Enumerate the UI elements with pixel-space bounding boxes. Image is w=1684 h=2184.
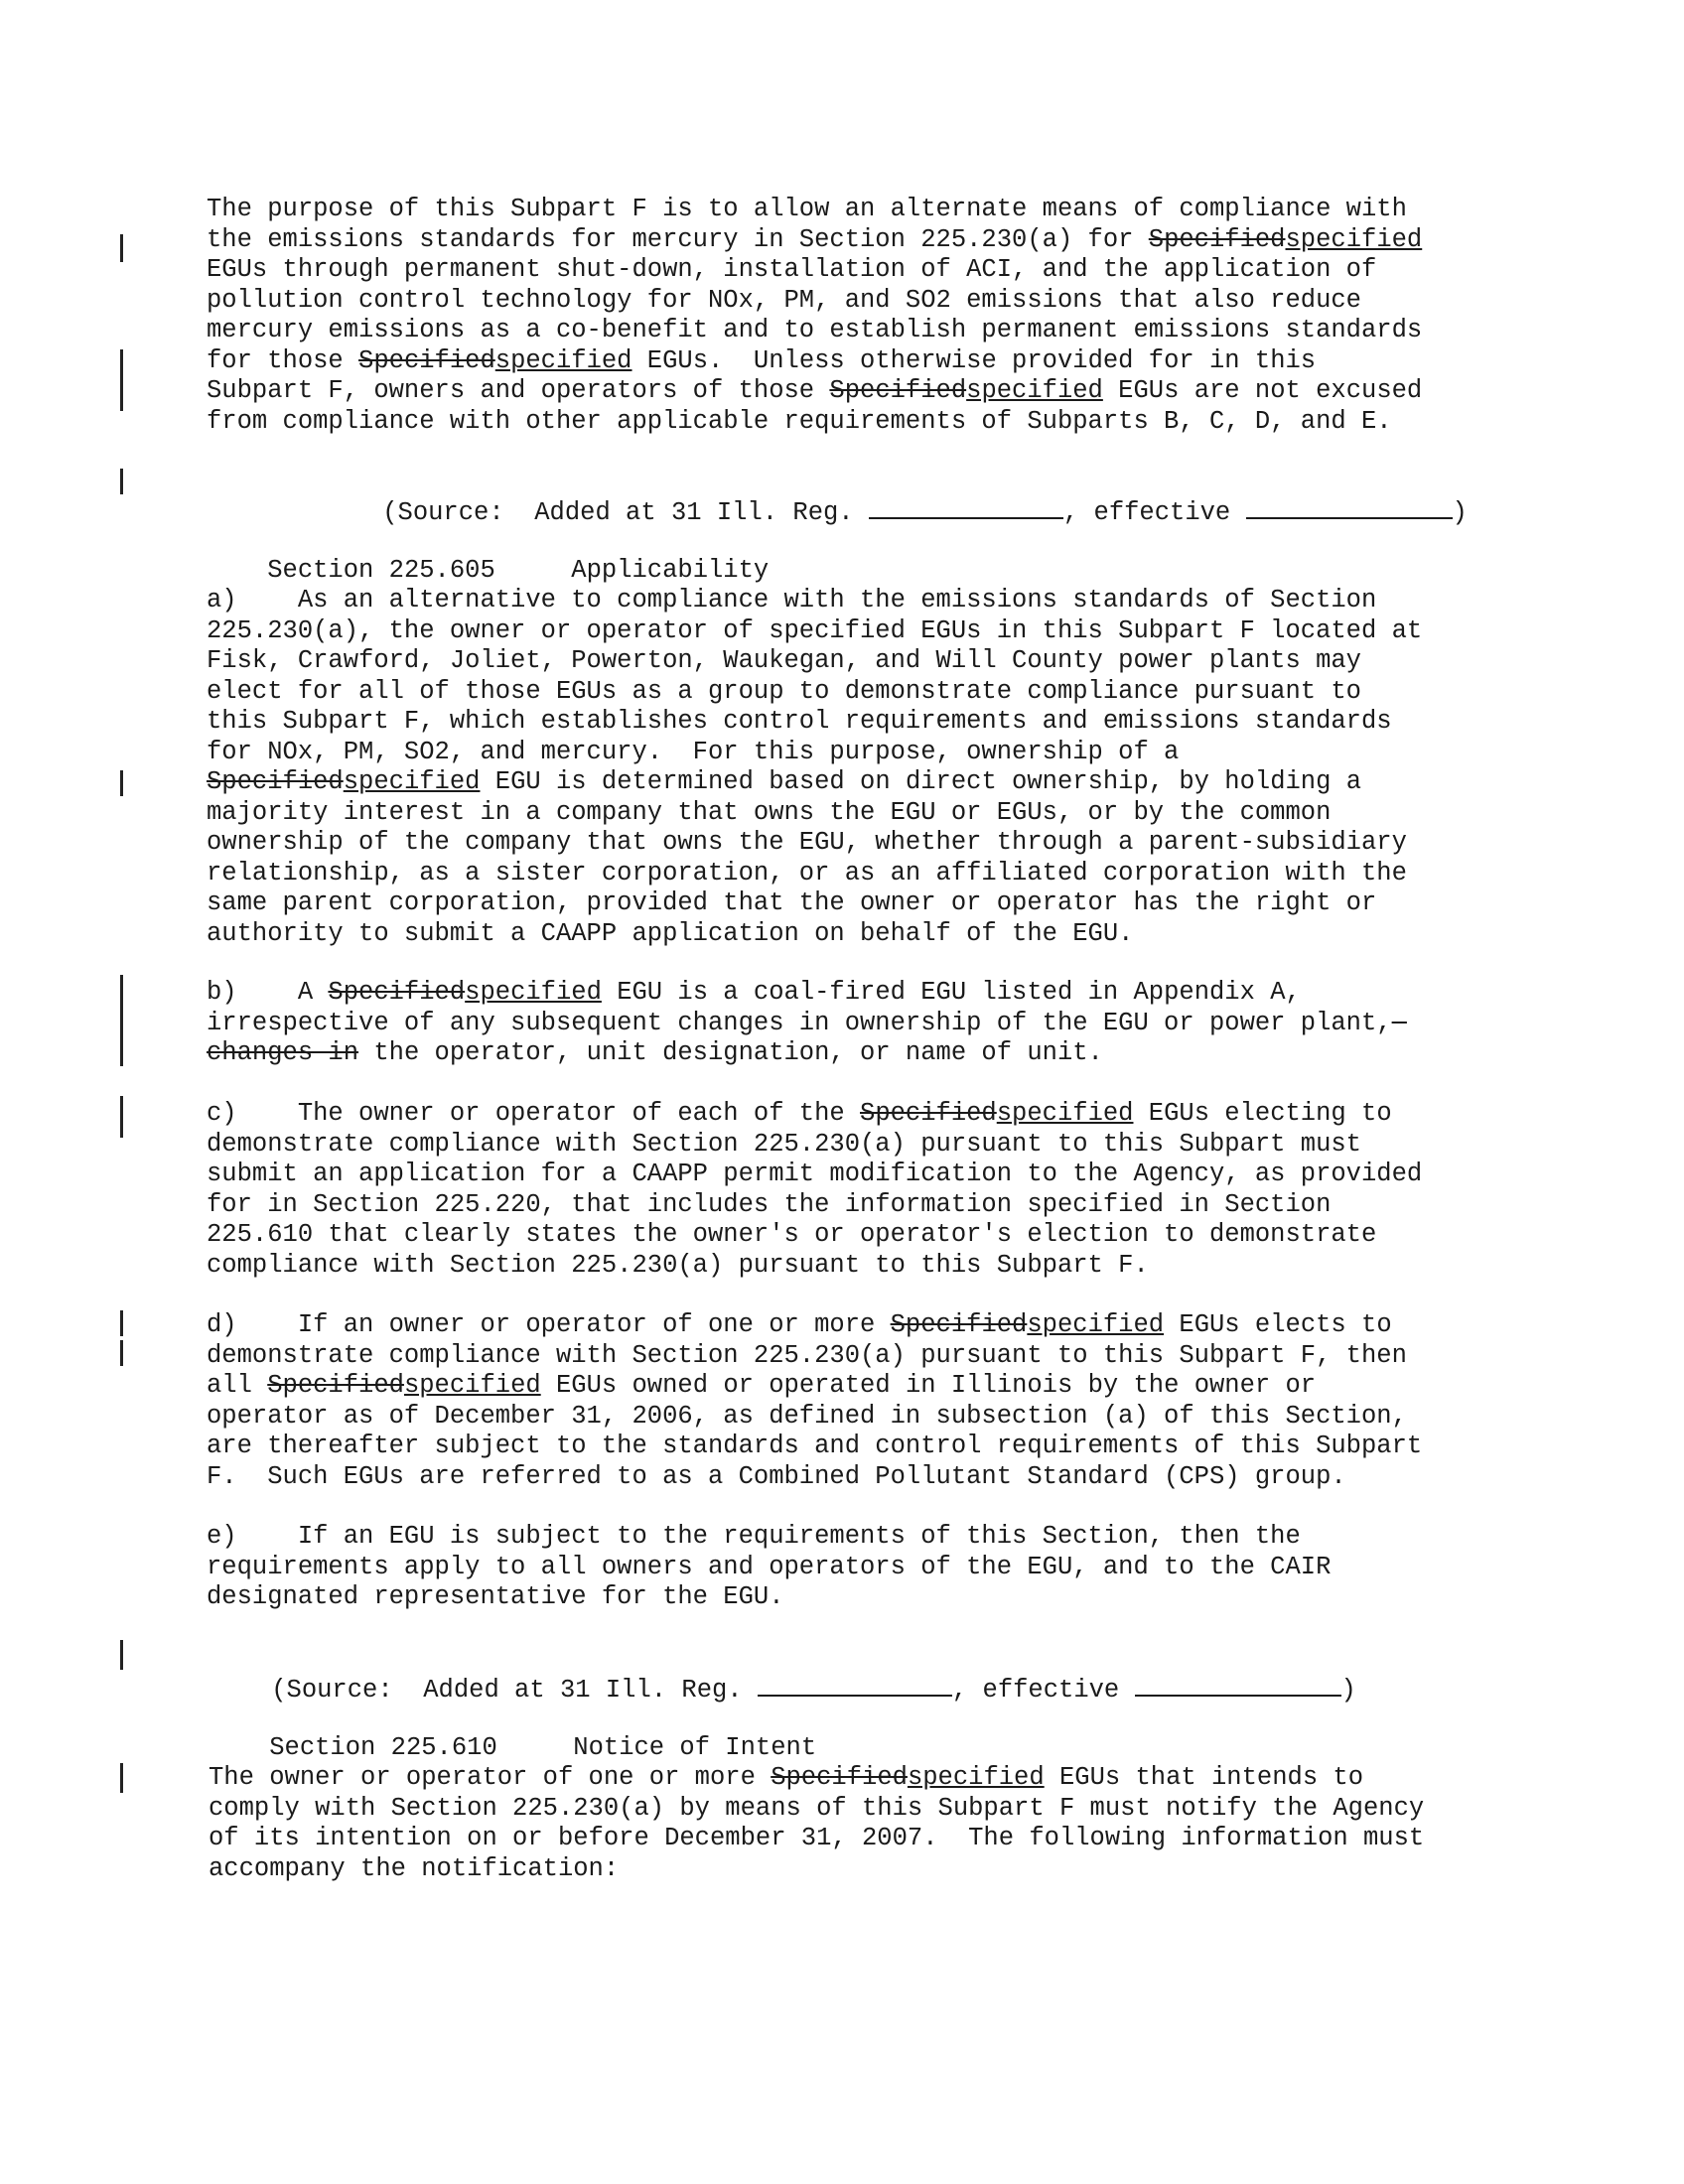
text-segment: relationship, as a sister corporation, or as an affiliated corporation with the: [207, 858, 1407, 887]
source-prefix: (Source: Added at 31 Ill. Reg.: [382, 497, 869, 527]
text-segment: F. Such EGUs are referred to as a Combined Pollutant Standard (CPS) group.: [207, 1461, 1346, 1491]
text-line: [207, 646, 1537, 677]
text-line: [207, 1582, 1537, 1613]
text-segment: a) As an alternative to compliance with the emissions standards of Section: [207, 586, 1377, 614]
source-middle: , effective: [951, 1675, 1135, 1705]
paragraph-c: [207, 1099, 1537, 1281]
text-line: [209, 1824, 1539, 1854]
deleted-text: Specified: [829, 376, 967, 405]
revision-bar: [120, 234, 123, 262]
section-title: Notice of Intent: [573, 1732, 817, 1762]
text-segment: for NOx, PM, SO2, and mercury. For this purpose, ownership of a: [207, 737, 1180, 766]
deleted-text: Specified: [860, 1099, 997, 1128]
text-segment: mercury emissions as a co-benefit and to establish permanent emissions standards: [207, 316, 1423, 344]
text-segment: demonstrate compliance with Section 225.230(a) pursuant to this Subpart must: [207, 1129, 1361, 1159]
text-segment: all: [207, 1371, 268, 1400]
section-number: Section 225.610: [269, 1732, 497, 1762]
text-segment: for those: [207, 345, 359, 375]
text-segment: elect for all of those EGUs as a group to demonstrate compliance pursuant to: [207, 676, 1361, 706]
text-segment: The owner or operator of one or more: [209, 1763, 772, 1792]
text-segment: EGUs elects to: [1164, 1310, 1392, 1339]
text-segment: authority to submit a CAAPP application on behalf of the EGU.: [207, 918, 1134, 948]
deleted-text: [1392, 1009, 1407, 1037]
text-segment: Subpart F, owners and operators of those: [207, 376, 830, 405]
text-segment: pollution control technology for NOx, PM, and SO2 emissions that also reduce: [207, 285, 1361, 315]
text-segment: for in Section 225.220, that includes the information specified in Section: [207, 1189, 1332, 1219]
text-segment: of its intention on or before December 31, 2007. The following information must: [209, 1824, 1425, 1852]
deleted-text: Specified: [1148, 224, 1286, 254]
text-line: [207, 1251, 1537, 1282]
inserted-text: specified: [907, 1763, 1045, 1792]
text-segment: EGUs are not excused: [1102, 376, 1423, 405]
register-blank: [869, 495, 1063, 519]
text-line: [207, 1402, 1537, 1433]
text-line: [207, 586, 1537, 616]
revision-bar: [120, 975, 123, 1066]
source-prefix: (Source: Added at 31 Ill. Reg.: [271, 1675, 758, 1705]
text-segment: operator as of December 31, 2006, as defined in subsection (a) of this Section,: [207, 1401, 1407, 1431]
text-segment: this Subpart F, which establishes control requirements and emissions standards: [207, 707, 1392, 736]
revision-bar: [120, 1340, 123, 1366]
text-line: [207, 407, 1537, 438]
deleted-text: Specified: [328, 978, 466, 1007]
text-line: [207, 1462, 1537, 1493]
text-line: [207, 225, 1537, 256]
text-line: [207, 1130, 1537, 1160]
text-segment: Fisk, Crawford, Joliet, Powerton, Waukegan, and Will County power plants may: [207, 646, 1361, 675]
text-segment: the emissions standards for mercury in Section 225.230(a) for: [207, 224, 1149, 254]
text-line: [207, 1190, 1537, 1221]
text-line: [207, 1310, 1537, 1341]
inserted-text: specified: [494, 345, 632, 375]
text-line: [207, 1553, 1537, 1583]
text-line: [207, 828, 1537, 859]
text-segment: comply with Section 225.230(a) by means of this Subpart F must notify the Agency: [209, 1793, 1425, 1823]
text-line: [207, 1160, 1537, 1190]
text-segment: The purpose of this Subpart F is to allow an alternate means of compliance with: [207, 195, 1407, 223]
text-line: [207, 859, 1537, 889]
text-segment: EGUs through permanent shut-down, installation of ACI, and the application of: [207, 255, 1377, 284]
register-blank: [758, 1673, 952, 1697]
effective-blank: [1135, 1673, 1341, 1697]
text-line: [207, 1432, 1537, 1462]
text-line: [207, 316, 1537, 346]
revision-bar: [120, 1096, 123, 1138]
revision-bar: [120, 1763, 123, 1793]
revision-bar: [120, 1310, 123, 1336]
inserted-text: specified: [1027, 1310, 1165, 1339]
paragraph-d: [207, 1310, 1537, 1492]
effective-blank: [1246, 495, 1453, 519]
text-line: [207, 346, 1537, 377]
text-line: [207, 919, 1537, 950]
deleted-text: Specified: [207, 767, 344, 796]
text-segment: EGU is a coal-fired EGU listed in Appendix A,: [601, 978, 1301, 1007]
text-line: [207, 1099, 1537, 1130]
text-line: [207, 707, 1537, 738]
text-segment: EGUs. Unless otherwise provided for in this: [632, 345, 1317, 375]
text-line: [207, 888, 1537, 919]
text-segment: compliance with Section 225.230(a) pursuant to this Subpart F.: [207, 1250, 1149, 1280]
text-segment: d) If an owner or operator of one or more: [207, 1310, 891, 1339]
source-suffix: ): [1340, 1675, 1356, 1705]
text-segment: ownership of the company that owns the EGU, whether through a parent-subsidiary: [207, 828, 1407, 857]
text-line: [207, 1522, 1537, 1553]
text-segment: from compliance with other applicable requirements of Subparts B, C, D, and E.: [207, 406, 1392, 436]
paragraph-b: [207, 978, 1537, 1069]
paragraph-e: [207, 1522, 1537, 1613]
text-line: [207, 1009, 1537, 1039]
text-segment: are thereafter subject to the standards and control requirements of this Subpart: [207, 1432, 1423, 1460]
text-segment: same parent corporation, provided that the owner or operator has the right or: [207, 888, 1377, 917]
text-line: [207, 677, 1537, 708]
text-line: [207, 255, 1537, 286]
text-line: [207, 616, 1537, 647]
inserted-text: specified: [343, 767, 481, 796]
text-segment: c) The owner or operator of each of the: [207, 1099, 861, 1128]
revision-bar: [120, 349, 123, 411]
revision-bar: [120, 469, 123, 494]
text-line: [207, 1220, 1537, 1251]
text-line: [207, 195, 1537, 225]
text-segment: EGUs owned or operated in Illinois by the owner or: [540, 1371, 1317, 1400]
text-segment: demonstrate compliance with Section 225.230(a) pursuant to this Subpart F, then: [207, 1340, 1407, 1370]
text-line: [207, 738, 1537, 768]
source-suffix: ): [1452, 497, 1468, 527]
notice-paragraph: [209, 1763, 1539, 1884]
text-line: [207, 767, 1537, 798]
text-line: [207, 376, 1537, 407]
text-segment: designated representative for the EGU.: [207, 1582, 784, 1611]
revision-bar: [120, 770, 123, 796]
text-segment: EGUs electing to: [1133, 1099, 1392, 1128]
text-segment: EGUs that intends to: [1044, 1763, 1364, 1792]
text-segment: 225.610 that clearly states the owner's or operator's election to demonstrate: [207, 1220, 1377, 1249]
deleted-text: Specified: [358, 345, 495, 375]
text-segment: e) If an EGU is subject to the requirements of this Section, then the: [207, 1522, 1301, 1551]
inserted-text: specified: [403, 1371, 541, 1400]
inserted-text: specified: [966, 376, 1103, 405]
text-segment: the operator, unit designation, or name of unit.: [358, 1038, 1103, 1067]
text-segment: 225.230(a), the owner or operator of specified EGUs in this Subpart F located at: [207, 615, 1423, 645]
text-segment: EGU is determined based on direct ownership, by holding a: [480, 767, 1362, 796]
deleted-text: Specified: [267, 1371, 404, 1400]
text-line: [209, 1763, 1539, 1794]
source-middle: , effective: [1062, 497, 1246, 527]
text-segment: irrespective of any subsequent changes in ownership of the EGU or power plant,: [207, 1008, 1392, 1037]
text-segment: accompany the notification:: [209, 1853, 620, 1883]
inserted-text: specified: [996, 1099, 1134, 1128]
text-line: [207, 978, 1537, 1009]
section-title: Applicability: [571, 555, 770, 585]
text-segment: submit an application for a CAAPP permit modification to the Agency, as provided: [207, 1160, 1423, 1188]
text-segment: requirements apply to all owners and operators of the EGU, and to the CAIR: [207, 1552, 1332, 1581]
text-segment: majority interest in a company that owns the EGU or EGUs, or by the common: [207, 797, 1332, 827]
text-line: [207, 286, 1537, 317]
text-line: [209, 1854, 1539, 1885]
inserted-text: specified: [1285, 224, 1423, 254]
purpose-paragraph: [207, 195, 1537, 437]
inserted-text: specified: [465, 978, 602, 1007]
text-line: [207, 1371, 1537, 1402]
text-line: [207, 798, 1537, 829]
deleted-text: Specified: [890, 1310, 1028, 1339]
text-line: [209, 1794, 1539, 1825]
revision-bar: [120, 1640, 123, 1670]
text-line: [207, 1038, 1537, 1069]
deleted-text: Specified: [771, 1763, 908, 1792]
section-number: Section 225.605: [267, 555, 495, 585]
text-segment: b) A: [207, 978, 329, 1007]
deleted-text: changes in: [207, 1038, 359, 1067]
text-line: [207, 1341, 1537, 1372]
paragraph-a: [207, 586, 1537, 949]
